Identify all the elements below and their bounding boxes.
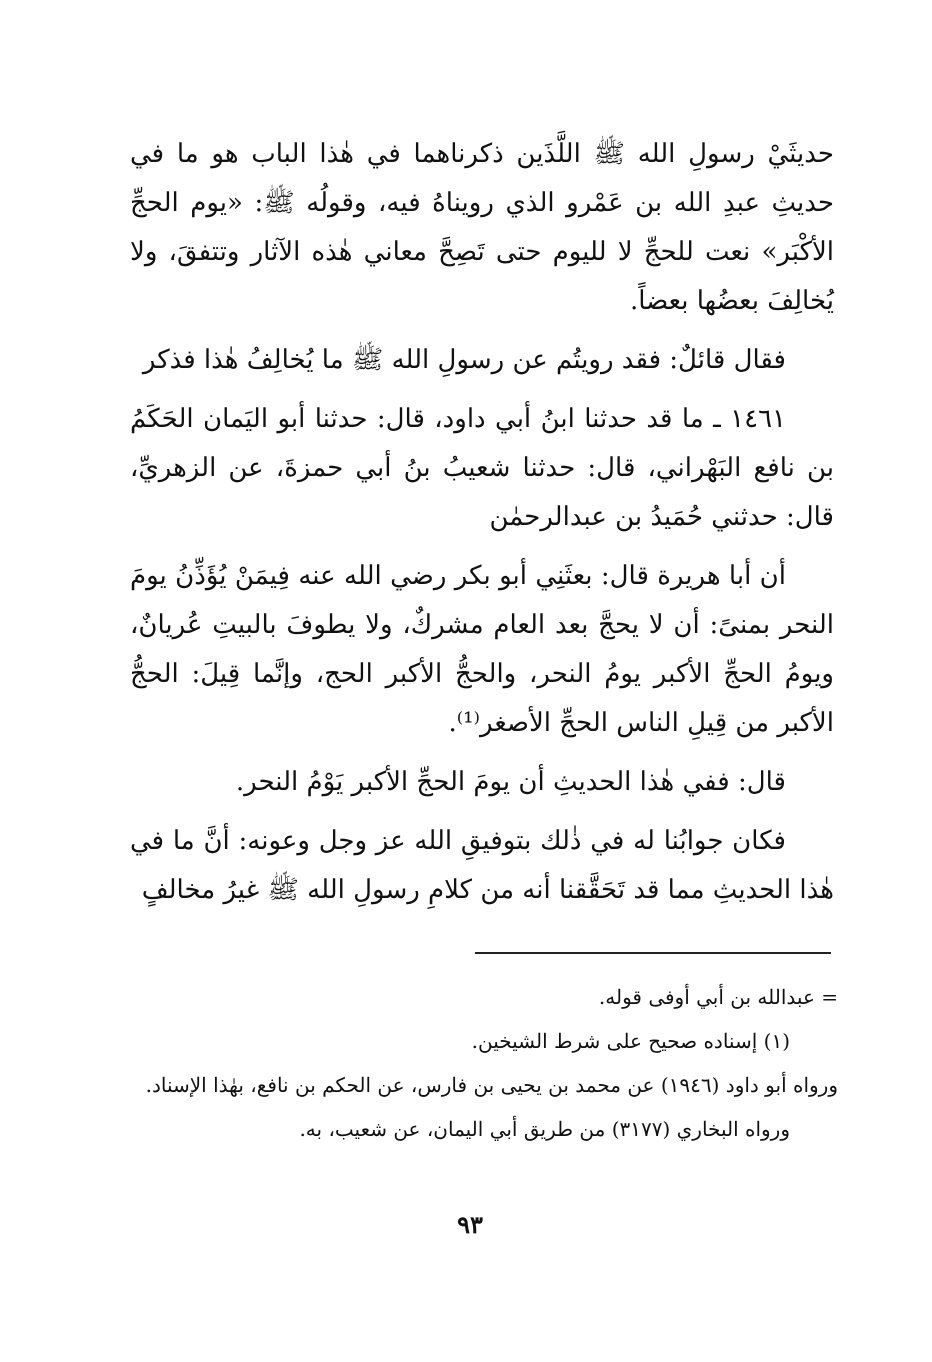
paragraph-6: فكان جوابُنا له في ذٰلك بتوفيقِ الله عز وجل وعونه: أنَّ ما في هٰذا الحديثِ مما قد تَحَقَّقنا أنه من كلامِ رسولِ الله ﷺ غيرُ مخالفٍ <box>130 826 834 905</box>
footnote-continuation: = عبدالله بن أبي أوفى قوله. <box>598 985 838 1009</box>
footnote-divider <box>475 952 831 954</box>
footnotes <box>130 975 838 1151</box>
hadith-1461-matn: أن أبا هريرة قال: بعثَنِي أبو بكر رضي الله عنه فِيمَنْ يُؤَذِّنُ يومَ النحر بمنىً: أن لا يحجَّ بعد العام مشركٌ، ولا يطوفَ بالبيتِ عُريانٌ، ويومُ الحجِّ الأكبر يومُ النحر، والحجُّ الأكبر الحج، وإنَّما قِيلَ: الحجُّ الأكبر من قِيلِ الناس الحجِّ الأصغر⁽¹⁾. <box>130 561 834 738</box>
hadith-1461-isnad: ١٤٦١ ـ ما قد حدثنا ابنُ أبي داود، قال: حدثنا أبو اليَمان الحَكَمُ بن نافع البَهْراني، قال: حدثنا شعيبُ بنُ أبي حمزةَ، عن الزهريِّ، قال: حدثني حُمَيدُ بن عبدالرحمٰن <box>130 404 834 532</box>
footnote-1-abu-dawud: ورواه أبو داود (١٩٤٦) عن محمد بن يحيى بن فارس، عن الحكم بن نافع، بهٰذا الإسناد. <box>145 1073 838 1097</box>
footnote-1-bukhari: ورواه البخاري (٣١٧٧) من طريق أبي اليمان، عن شعيب، به. <box>299 1117 790 1141</box>
main-text <box>130 130 834 925</box>
paragraph-5: قال: ففي هٰذا الحديثِ أن يومَ الحجِّ الأكبر يَوْمُ النحر. <box>235 767 786 797</box>
paragraph-2: فقال قائلٌ: فقد رويتُم عن رسولِ الله ﷺ ما يُخالِفُ هٰذا فذكر <box>142 345 786 375</box>
paragraph-1: حديثَيْ رسولِ الله ﷺ اللَّذَين ذكرناهما في هٰذا الباب هو ما في حديثِ عبدِ الله بن عَمْرو الذي رويناهُ فيه، وقولُه ﷺ: «يوم الحجِّ الأكْبَر» نعت للحجِّ لا لليوم حتى تَصِحَّ معاني هٰذه الآثار وتتفقَ، ولا يُخالِفَ بعضُها بعضاً. <box>130 139 834 316</box>
footnote-1: (١) إسناده صحيح على شرط الشيخين. <box>471 1029 790 1053</box>
page-number: ٩٣ <box>457 1210 483 1239</box>
